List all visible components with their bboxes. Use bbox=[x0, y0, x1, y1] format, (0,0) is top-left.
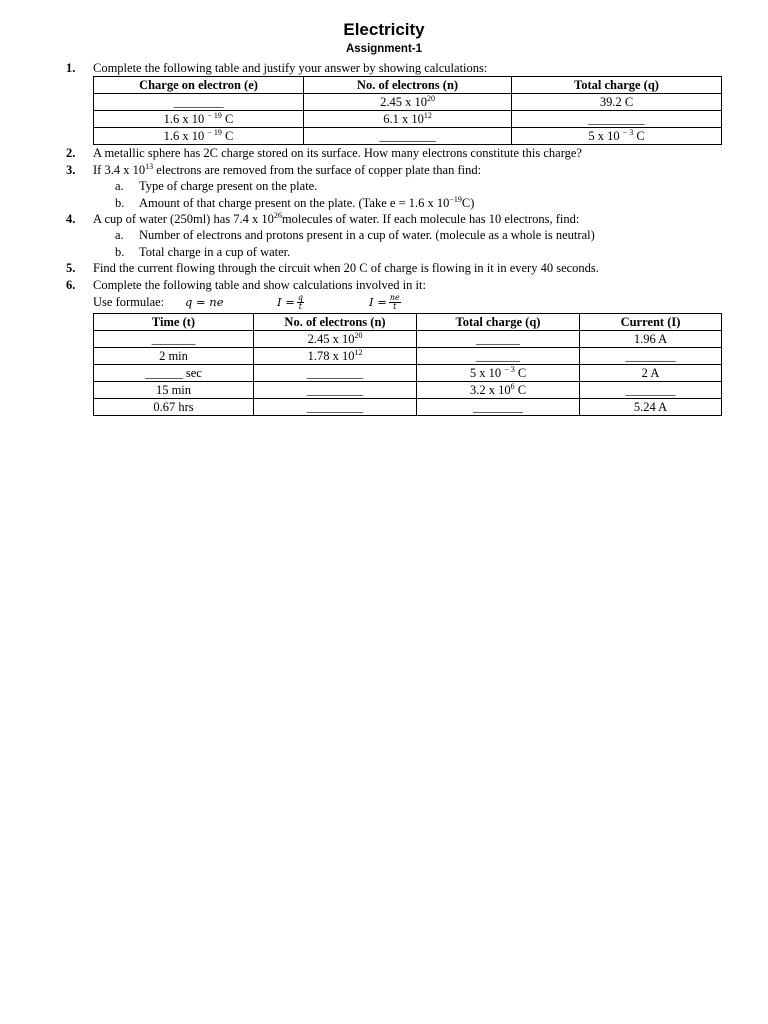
table-cell: _________ bbox=[304, 128, 512, 145]
sub-label: b. bbox=[115, 244, 125, 259]
header-charge-on-electron: Charge on electron (e) bbox=[94, 77, 304, 94]
question-number: 1. bbox=[66, 61, 76, 75]
sub-text: Total charge in a cup of water. bbox=[139, 244, 291, 259]
table-cell: 2 A bbox=[580, 365, 722, 382]
table-cell: 2.45 x $10^{20}$ bbox=[254, 331, 417, 348]
table-cell: 2.45 x $10^{20}$ bbox=[304, 94, 512, 111]
question-1 bbox=[66, 60, 726, 76]
table-cell: 15 min bbox=[94, 382, 254, 399]
question-4 bbox=[66, 211, 726, 227]
question-6 bbox=[66, 277, 726, 293]
table-cell: ________ bbox=[580, 348, 722, 365]
table-cell: ________ bbox=[580, 382, 722, 399]
table-row bbox=[94, 348, 722, 365]
table-cell: 0.67 hrs bbox=[94, 399, 254, 416]
table-cell: ________ bbox=[417, 399, 580, 416]
table-row bbox=[94, 382, 722, 399]
question-3b bbox=[66, 195, 726, 211]
header-total-charge: Total charge (q) bbox=[417, 314, 580, 331]
question-text: If 3.4 x $10^{13}$ electrons are removed from the surface of copper plate than find: bbox=[93, 161, 482, 177]
formula-i-ne-over-t: I = $\frac{ne}{t}$ bbox=[369, 293, 400, 312]
table-cell: ________ bbox=[94, 94, 304, 111]
formula-i-q-over-t: I = $\frac{q}{t}$ bbox=[277, 293, 303, 312]
current-table bbox=[93, 313, 722, 416]
table-cell: ______ sec bbox=[94, 365, 254, 382]
question-text: Complete the following table and justify your answer by showing calculations: bbox=[93, 61, 488, 75]
question-3 bbox=[66, 162, 726, 178]
table-cell: _________ bbox=[254, 365, 417, 382]
question-4a bbox=[66, 227, 726, 243]
header-current: Current (I) bbox=[580, 314, 722, 331]
table-cell: 5 x 10 $^{- 3}$ C bbox=[417, 365, 580, 382]
question-text: A metallic sphere has 2C charge stored on its surface. How many electrons constitute this charge? bbox=[93, 146, 582, 161]
sub-text: Amount of that charge present on the plate. (Take e = 1.6 x $10^{-19}C$) bbox=[139, 194, 475, 210]
formulae-row bbox=[66, 293, 726, 312]
question-number: 2. bbox=[66, 146, 76, 161]
question-number: 6. bbox=[66, 277, 76, 292]
header-no-of-electrons: No. of electrons (n) bbox=[254, 314, 417, 331]
table-row bbox=[94, 365, 722, 382]
question-text: Find the current flowing through the circuit when 20 C of charge is flowing in it in every 40 seconds. bbox=[93, 261, 599, 276]
table-row bbox=[94, 94, 722, 111]
question-4b bbox=[66, 244, 726, 260]
question-2 bbox=[66, 145, 726, 161]
table-cell: 1.6 x 10 $^{- 19}$ C bbox=[94, 111, 304, 128]
sub-label: a. bbox=[115, 179, 124, 194]
table-row bbox=[94, 111, 722, 128]
sub-text: Type of charge present on the plate. bbox=[139, 179, 318, 194]
table-cell: 39.2 C bbox=[512, 94, 722, 111]
sub-label: b. bbox=[115, 195, 125, 210]
table-cell: _______ bbox=[94, 331, 254, 348]
header-no-of-electrons: No. of electrons (n) bbox=[304, 77, 512, 94]
charge-table bbox=[93, 76, 722, 145]
table-row bbox=[94, 331, 722, 348]
table-cell: _______ bbox=[417, 348, 580, 365]
table-cell: 2 min bbox=[94, 348, 254, 365]
table-cell: 5 x 10 $^{- 3}$ C bbox=[512, 128, 722, 145]
question-number: 4. bbox=[66, 212, 76, 227]
table-header-row bbox=[94, 77, 722, 94]
table-row bbox=[94, 128, 722, 145]
question-text: Complete the following table and show calculations involved in it: bbox=[93, 277, 426, 292]
page-title: Electricity bbox=[343, 20, 425, 39]
sub-label: a. bbox=[115, 228, 124, 243]
question-text: A cup of water (250ml) has 7.4 x $10^{26}molecules$ of water. If each molecule has 10 electrons, find: bbox=[93, 211, 580, 227]
table-cell: _______ bbox=[417, 331, 580, 348]
table-cell: _________ bbox=[512, 111, 722, 128]
sub-text: Number of electrons and protons present in a cup of water. (molecule as a whole is neutral) bbox=[139, 228, 595, 243]
table-cell: 1.6 x 10 $^{- 19}$ C bbox=[94, 128, 304, 145]
table-cell: 5.24 A bbox=[580, 399, 722, 416]
table-cell: 1.96 A bbox=[580, 331, 722, 348]
header-total-charge: Total charge (q) bbox=[512, 77, 722, 94]
question-number: 3. bbox=[66, 162, 76, 177]
table-cell: 1.78 x $10^{12}$ bbox=[254, 348, 417, 365]
table-cell: _________ bbox=[254, 382, 417, 399]
table-cell: 6.1 x $10^{12}$ bbox=[304, 111, 512, 128]
assignment-subtitle: Assignment-1 bbox=[345, 43, 423, 55]
table-cell: _________ bbox=[254, 399, 417, 416]
question-5 bbox=[66, 260, 726, 276]
question-3a bbox=[66, 178, 726, 194]
table-row bbox=[94, 399, 722, 416]
table-cell: 3.2 x $10^6$ C bbox=[417, 382, 580, 399]
formulae-label: Use formulae: bbox=[93, 295, 165, 310]
header-time: Time (t) bbox=[94, 314, 254, 331]
question-number: 5. bbox=[66, 261, 76, 276]
questions bbox=[66, 60, 726, 416]
formula-q-ne: q = ne bbox=[185, 295, 224, 310]
table-header-row bbox=[94, 314, 722, 331]
